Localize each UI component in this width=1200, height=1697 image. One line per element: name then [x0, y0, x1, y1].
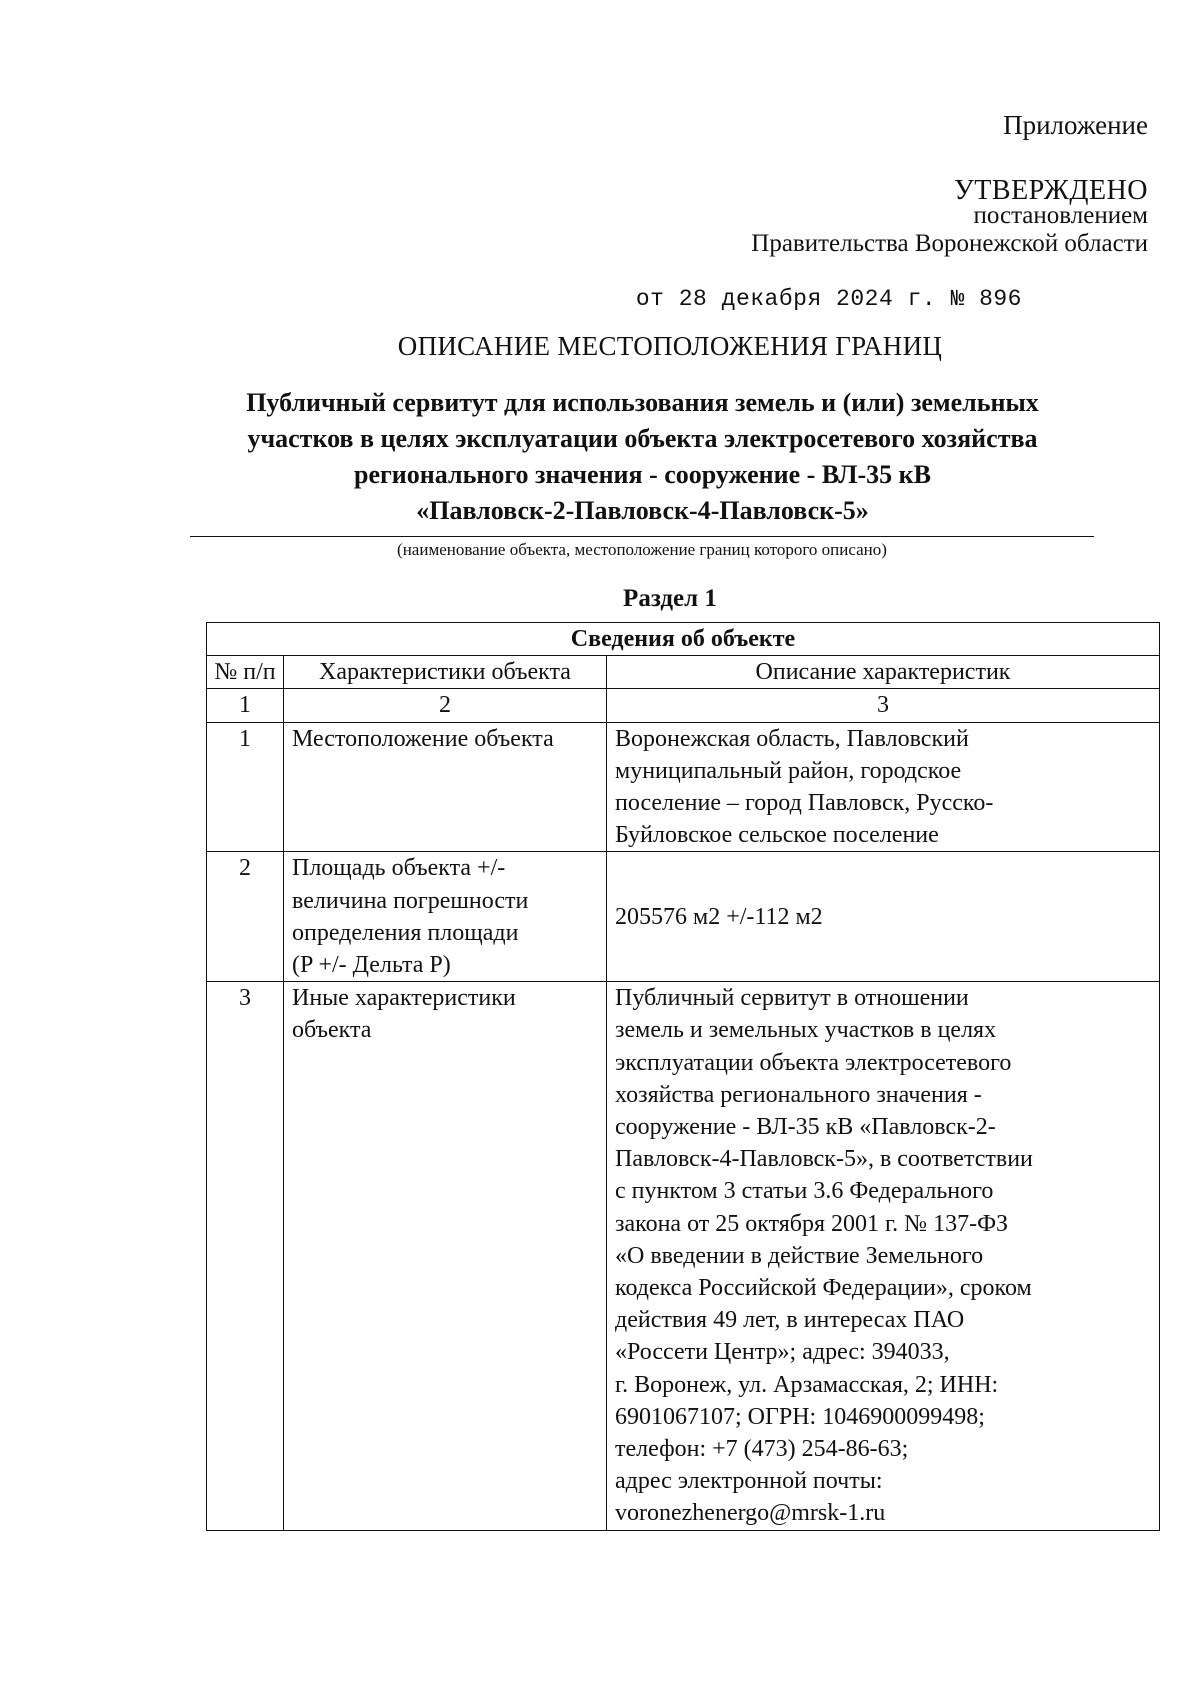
table-row — [207, 982, 1160, 1530]
document-title: ОПИСАНИЕ МЕСТОПОЛОЖЕНИЯ ГРАНИЦ — [397, 331, 943, 361]
row-characteristic — [284, 722, 607, 852]
object-name-line: «Павловск-2-Павловск-4-Павловск-5» — [416, 496, 869, 525]
object-name-line: Публичный сервитут для использования земель и (или) земельных — [246, 388, 1039, 417]
object-name-caption: (наименование объекта, местоположение границ которого описано) — [397, 540, 887, 559]
object-info-table — [206, 622, 1160, 1531]
text-line: эксплуатации объекта электросетевого — [615, 1049, 1012, 1076]
row-description — [607, 982, 1160, 1530]
object-name-line: участков в целях эксплуатации объекта электросетевого хозяйства — [247, 424, 1038, 453]
text-line: с пунктом 3 статьи 3.6 Федерального — [615, 1178, 994, 1205]
text-line: 205576 м2 +/-112 м2 — [615, 903, 823, 930]
text-line: земель и земельных участков в целях — [615, 1017, 997, 1044]
object-name-underline — [190, 536, 1094, 537]
text-line: определения площади — [292, 919, 519, 946]
column-number: 1 — [207, 689, 284, 722]
column-header-description: Описание характеристик — [607, 656, 1160, 689]
column-header-num: № п/п — [207, 656, 284, 689]
section-title: Раздел 1 — [623, 585, 717, 612]
row-number: 3 — [207, 982, 284, 1530]
text-line: Публичный сервитут в отношении — [615, 985, 969, 1012]
text-line: «Россети Центр»; адрес: 394033, — [615, 1339, 950, 1366]
text-line: «О введении в действие Земельного — [615, 1242, 984, 1269]
approved-stamp-text: УТВЕРЖДЕНО — [953, 175, 1148, 206]
text-line: величина погрешности — [292, 887, 529, 914]
table-row — [207, 852, 1160, 982]
text-line: телефон: +7 (473) 254-86-63; — [615, 1436, 909, 1463]
text-line: Площадь объекта +/- — [292, 855, 506, 882]
text-line: Павловск-4-Павловск-5», в соответствии — [615, 1146, 1033, 1173]
column-number: 2 — [284, 689, 607, 722]
text-line: Иные характеристики — [292, 985, 516, 1012]
text-line: муниципальный район, городское — [615, 757, 962, 784]
row-description — [607, 722, 1160, 852]
text-line: Буйловское сельское поселение — [615, 822, 939, 849]
table-title: Сведения об объекте — [207, 623, 1160, 656]
text-line: кодекса Российской Федерации», сроком — [615, 1275, 1032, 1302]
table-row — [207, 722, 1160, 852]
text-line: закона от 25 октября 2001 г. № 137-ФЗ — [615, 1210, 1009, 1237]
row-number: 2 — [207, 852, 284, 982]
text-line: адрес электронной почты: — [615, 1468, 883, 1495]
decree-date: от 28 декабря 2024 г. № 896 — [635, 286, 1022, 312]
row-number: 1 — [207, 722, 284, 852]
object-name — [190, 385, 1095, 529]
table-title-row — [207, 623, 1160, 656]
text-line: 6901067107; ОГРН: 1046900099498; — [615, 1403, 985, 1430]
text-line: сооружение - ВЛ-35 кВ «Павловск-2- — [615, 1114, 996, 1141]
text-line: Воронежская область, Павловский — [615, 725, 969, 752]
text-line: (P +/- Дельта P) — [292, 952, 451, 979]
column-header-characteristic: Характеристики объекта — [284, 656, 607, 689]
text-line: действия 49 лет, в интересах ПАО — [615, 1307, 965, 1334]
text-line: хозяйства регионального значения - — [615, 1081, 982, 1108]
decree-line-1: постановлением — [973, 202, 1148, 229]
text-line: поселение – город Павловск, Русско- — [615, 790, 994, 817]
column-number: 3 — [607, 689, 1160, 722]
decree-line-2: Правительства Воронежской области — [751, 230, 1148, 257]
text-line: г. Воронеж, ул. Арзамасская, 2; ИНН: — [615, 1371, 999, 1398]
row-characteristic — [284, 852, 607, 982]
row-characteristic — [284, 982, 607, 1530]
text-line: объекта — [292, 1017, 372, 1044]
text-line: Местоположение объекта — [292, 725, 554, 752]
object-name-line: регионального значения - сооружение - ВЛ-35 кВ — [354, 460, 931, 489]
row-description — [607, 852, 1160, 982]
appendix-label: Приложение — [1003, 110, 1148, 140]
column-number-row — [207, 689, 1160, 722]
column-header-row — [207, 656, 1160, 689]
text-line: voronezhenergo@mrsk-1.ru — [615, 1500, 886, 1527]
